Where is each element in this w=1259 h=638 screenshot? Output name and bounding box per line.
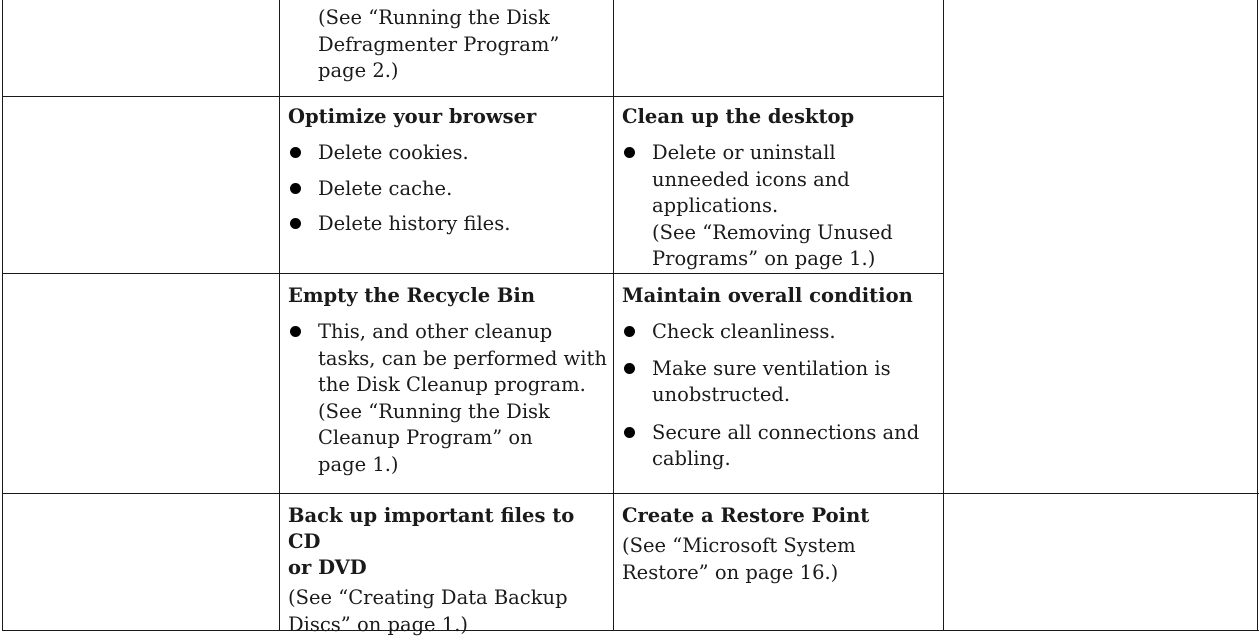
reference-line: page 2.) bbox=[318, 58, 608, 85]
bullet-line: Delete or uninstall bbox=[652, 140, 940, 167]
cell-maintain-condition bbox=[622, 283, 940, 473]
task-heading: Maintain overall condition bbox=[622, 283, 940, 309]
column-divider bbox=[613, 0, 614, 631]
bullet-item: Delete cache. bbox=[288, 176, 608, 203]
table-bottom-border bbox=[2, 630, 1259, 631]
reference-line: (See “Creating Data Backup bbox=[288, 585, 610, 612]
reference-line: Defragmenter Program” bbox=[318, 32, 608, 59]
reference-line: (See “Running the Disk bbox=[318, 5, 608, 32]
bullet-line: Cleanup Program” on bbox=[318, 425, 610, 452]
bullet-line: tasks, can be performed with bbox=[318, 346, 610, 373]
bullet-line: cabling. bbox=[652, 446, 940, 473]
cell-backup-files bbox=[288, 503, 610, 638]
table-right-border bbox=[1257, 0, 1258, 631]
reference-line: (See “Microsoft System bbox=[622, 533, 940, 560]
bullet-item: Delete history files. bbox=[288, 211, 608, 238]
column-divider bbox=[943, 0, 944, 631]
bullet-item bbox=[622, 356, 940, 409]
reference-line: Restore” on page 16.) bbox=[622, 560, 940, 587]
task-heading: Clean up the desktop bbox=[622, 104, 940, 130]
bullet-line: (See “Running the Disk bbox=[318, 399, 610, 426]
bullet-line: (See “Removing Unused bbox=[652, 220, 940, 247]
cell-empty-recycle-bin bbox=[288, 283, 610, 478]
bullet-line: the Disk Cleanup program. bbox=[318, 372, 610, 399]
bullet-line: Programs” on page 1.) bbox=[652, 246, 940, 273]
bullet-line: Make sure ventilation is bbox=[652, 356, 940, 383]
cell-clean-desktop bbox=[622, 104, 940, 273]
bullet-line: unneeded icons and bbox=[652, 167, 940, 194]
row-divider bbox=[2, 493, 1259, 494]
cell-optimize-browser bbox=[288, 104, 608, 238]
row-divider bbox=[2, 273, 944, 274]
bullet-line: applications. bbox=[652, 193, 940, 220]
bullet-line: This, and other cleanup bbox=[318, 319, 610, 346]
cell-defragmenter-reference bbox=[318, 5, 608, 85]
task-heading: Empty the Recycle Bin bbox=[288, 283, 610, 309]
bullet-line: page 1.) bbox=[318, 452, 610, 479]
column-divider bbox=[279, 0, 280, 631]
bullet-item: Check cleanliness. bbox=[622, 319, 940, 346]
bullet-item: Delete cookies. bbox=[288, 140, 608, 167]
task-heading: Create a Restore Point bbox=[622, 503, 940, 529]
row-divider bbox=[2, 96, 944, 97]
task-heading: Optimize your browser bbox=[288, 104, 608, 130]
task-heading-line: Back up important files to CD bbox=[288, 503, 610, 555]
bullet-line: Secure all connections and bbox=[652, 420, 940, 447]
bullet-item bbox=[288, 319, 610, 478]
reference-line: Discs” on page 1.) bbox=[288, 612, 610, 638]
bullet-item bbox=[622, 420, 940, 473]
task-heading-line: or DVD bbox=[288, 555, 610, 581]
table-left-border bbox=[2, 0, 3, 631]
cell-restore-point bbox=[622, 503, 940, 586]
bullet-line: unobstructed. bbox=[652, 382, 940, 409]
bullet-item bbox=[622, 140, 940, 273]
